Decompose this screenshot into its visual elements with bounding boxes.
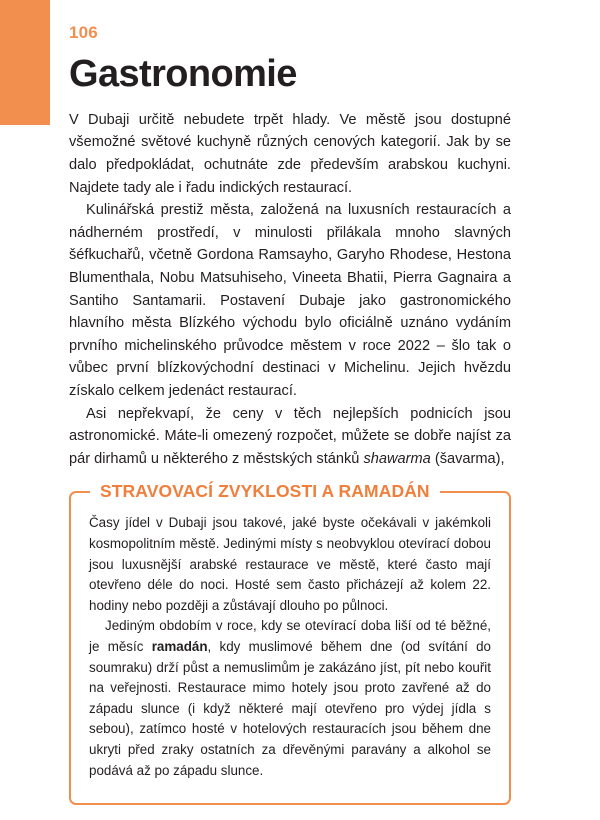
callout-paragraph-2-text-lead: Jediným obdobím v roce, kdy se otevírací doba liší od té běžné, je měsíc <box>89 618 491 654</box>
page-content <box>69 0 511 805</box>
callout-title-plate <box>90 479 440 504</box>
body-paragraph-2: Kulinářská prestiž města, založená na luxusních restauracích a nádherném prostředí, v minulosti přilákala mnoho slavných šéfkuchařů, včetně Gordona Ramsayho, Garyho Rhodese, Hestona Blumenthala, Nobu Matsuhiseho, Vineeta Bhatii, Pierra Gagnaira a Santiho Santamarii. Postavení Dubaje jako gastronomického hlavního města Blízkého východu bylo oficiálně uznáno vydáním prvního michelinského průvodce městem v roce 2022 – šlo tak o vůbec první blízkovýchodní destinaci v Michelinu. Jejich hvězdu získalo celkem jedenáct restaurací. <box>69 202 511 400</box>
callout-box <box>69 481 511 805</box>
callout-title: STRAVOVACÍ ZVYKLOSTI A RAMADÁN <box>100 481 430 502</box>
callout-paragraph-1: Časy jídel v Dubaji jsou takové, jaké byste očekávali v jakémkoli kosmopolitním městě. Jedinými místy s neobvyklou otevírací dobou jsou luxusnější arabské restaurace ve městě, které často mají otevřeno déle do noci. Hosté sem často přicházejí až kolem 22. hodiny nebo později a zůstávají dlouho po půlnoci. <box>89 515 491 613</box>
body-paragraph-1: V Dubaji určitě nebudete trpět hlady. Ve městě jsou dostupné všemožné světové kuchyně různých cenových kategorií. Jak by se dalo předpokládat, ochutnáte zde především arabskou kuchyni. Najdete tady ale i řadu indických restaurací. <box>69 111 511 196</box>
callout-paragraph-2-text-tail: , kdy muslimové během dne (od svítání do soumraku) drží půst a nemuslimům je zakázáno jíst, pít nebo kouřit na veřejnosti. Restaurace mimo hotely jsou proto zavřené až do západu slunce (i když některé mají otevřeno pro výdej jídla s sebou), zatímco hosté v hotelových restauracích jsou během dne ukryti před zraky ostatních za dřevěnými paravány a alkohol se podává až po západu slunce. <box>89 638 492 778</box>
body-paragraph-3-text-lead: Asi nepřekvapí, že ceny v těch nejlepších podnicích jsou astronomické. Máte-li omezený rozpočet, můžete se dobře najíst za pár dirhamů u některého z městských stánků <box>69 405 511 467</box>
page-number: 106 <box>69 23 98 42</box>
foreign-term-shawarma: shawarma <box>363 450 431 467</box>
page-title: Gastronomie <box>69 53 297 95</box>
body-paragraph-3-text-tail: (šavarma), <box>430 450 505 467</box>
chapter-edge-tab <box>0 0 50 125</box>
body-paragraph-3 <box>69 403 511 471</box>
term-ramadan: ramadán <box>151 638 208 654</box>
callout-paragraph-2 <box>89 616 491 781</box>
